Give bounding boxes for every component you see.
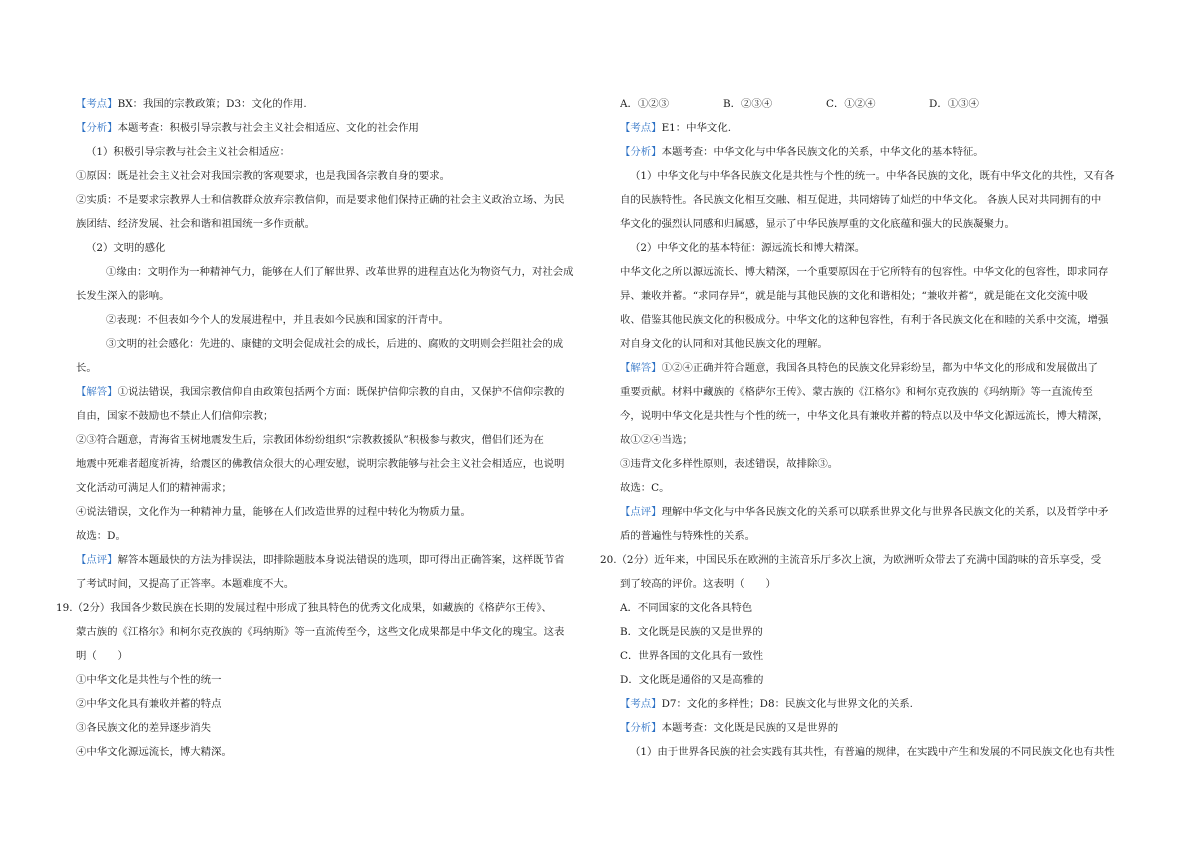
text-line	[76, 116, 582, 140]
line-text: 华文化的强烈认同感和归属感，显示了中华民族厚重的文化底蕴和强大的民族凝聚力。	[620, 218, 1015, 230]
right-column	[600, 92, 1128, 764]
line-text: 地震中死难者超度祈祷，给震区的佛教信众很大的心理安慰，说明宗教能够与社会主义社会相适应，也说明	[76, 458, 565, 470]
line-text: ②中华文化具有兼收并蓄的特点	[76, 698, 222, 710]
text-line	[76, 524, 582, 548]
text-line	[620, 356, 1128, 380]
line-text: D7：文化的多样性；D8：民族文化与世界文化的关系.	[661, 698, 913, 710]
text-line	[76, 572, 582, 596]
line-text: E1：中华文化.	[661, 122, 732, 134]
line-text: ①中华文化是共性与个性的统一	[76, 674, 222, 686]
line-text: 族团结、经济发展、社会和谐和祖国统一多作贡献。	[76, 218, 315, 230]
text-line	[620, 452, 1128, 476]
line-text: ②③符合题意，青海省玉树地震发生后，宗教团体纷纷组织“宗教救援队”积极参与救灾，僧侣们还为在	[76, 434, 544, 446]
text-line	[76, 260, 582, 284]
text-line	[620, 308, 1128, 332]
line-text: 收、借鉴其他民族文化的积极成分。中华文化的这种包容性，有利于各民族文化在和睦的关系中交流，增强	[620, 314, 1109, 326]
text-line	[620, 716, 1128, 740]
text-line	[76, 380, 582, 404]
text-line	[620, 740, 1128, 764]
line-text: ③文明的社会感化：先进的、康健的文明会促成社会的成长，后进的、腐败的文明则会拦阻社会的成	[106, 338, 564, 350]
line-text: （2）文明的感化	[86, 242, 166, 254]
text-line	[620, 212, 1128, 236]
line-text: 故选：C。	[620, 482, 670, 494]
text-line	[56, 596, 582, 620]
text-line	[620, 260, 1128, 284]
text-line	[76, 548, 582, 572]
text-line	[620, 620, 1128, 644]
q19-options	[620, 92, 1128, 116]
line-text: ①说法错误，我国宗教信仰自由政策包括两个方面：既保护信仰宗教的自由，又保护不信仰宗教的	[117, 386, 565, 398]
text-line	[76, 236, 582, 260]
text-line	[76, 452, 582, 476]
text-line	[620, 476, 1128, 500]
line-text: 异、兼收并蓄。“求同存异“，就是能与其他民族的文化和谐相处；“兼收并蓄“，就是能在文化交流中吸	[620, 290, 1089, 302]
line-text: 了考试时间，又提高了正答率。本题难度不大。	[76, 578, 295, 590]
line-text: 故①②④当选；	[620, 434, 693, 446]
line-text: （1）积极引导宗教与社会主义社会相适应：	[86, 146, 291, 158]
line-text: 本题考查：文化既是民族的又是世界的	[661, 722, 839, 734]
section-tag: 【考点】	[620, 698, 662, 710]
line-text: 自的民族特性。各民族文化相互交融、相互促进，共同熔铸了灿烂的中华文化。 各族人民对共同拥有的中	[620, 194, 1102, 206]
section-tag: 【解答】	[620, 362, 662, 374]
text-line	[620, 596, 1128, 620]
text-line	[620, 404, 1128, 428]
line-text: ③各民族文化的差异逐步消失	[76, 722, 212, 734]
text-line	[76, 140, 582, 164]
left-column	[56, 92, 582, 764]
text-line	[76, 332, 582, 356]
section-tag: 【分析】	[620, 146, 662, 158]
text-line	[620, 380, 1128, 404]
text-line	[76, 476, 582, 500]
q19-option-a: A．①②③	[620, 98, 670, 110]
text-line	[620, 572, 1128, 596]
text-line	[76, 212, 582, 236]
section-tag: 【考点】	[620, 122, 662, 134]
text-line	[76, 92, 582, 116]
text-line	[620, 332, 1128, 356]
text-line	[620, 116, 1128, 140]
section-tag: 【解答】	[76, 386, 118, 398]
line-text: 20.（2分）近年来，中国民乐在欧洲的主流音乐厅多次上演，为欧洲听众带去了充满中国韵味的音乐享受，受	[600, 554, 1102, 566]
line-text: 今，说明中华文化是共性与个性的统一，中华文化具有兼收并蓄的特点以及中华文化源远流长，博大精深，	[620, 410, 1109, 422]
section-tag: 【分析】	[76, 122, 118, 134]
text-line	[76, 284, 582, 308]
line-text: 对自身文化的认同和对其他民族文化的理解。	[620, 338, 828, 350]
q19-option-c: C．①②④	[826, 98, 876, 110]
text-line	[620, 668, 1128, 692]
line-text: 自由，国家不鼓励也不禁止人们信仰宗教；	[76, 410, 274, 422]
line-text: A．不同国家的文化各具特色	[620, 602, 753, 614]
line-text: 蒙古族的《江格尔》和柯尔克孜族的《玛纳斯》等一直流传至今，这些文化成果都是中华文化的瑰宝。这表	[76, 626, 565, 638]
text-line	[76, 308, 582, 332]
text-line	[76, 692, 582, 716]
line-text: （2）中华文化的基本特征：源远流长和博大精深。	[630, 242, 866, 254]
line-text: ④说法错误，文化作为一种精神力量，能够在人们改造世界的过程中转化为物质力量。	[76, 506, 471, 518]
line-text: B．文化既是民族的又是世界的	[620, 626, 763, 638]
line-text: （1）由于世界各民族的社会实践有其共性，有普遍的规律，在实践中产生和发展的不同民族文化也有共性	[630, 746, 1115, 758]
text-line	[620, 164, 1128, 188]
text-line	[76, 740, 582, 764]
q19-option-d: D．①③④	[929, 98, 979, 110]
text-line	[76, 356, 582, 380]
section-tag: 【点评】	[620, 506, 662, 518]
text-line	[76, 164, 582, 188]
line-text: ②表现：不但表如今个人的发展进程中，并且表如今民族和国家的汗青中。	[106, 314, 449, 326]
text-line	[620, 500, 1128, 524]
text-line	[620, 644, 1128, 668]
text-line	[76, 428, 582, 452]
q19-option-b: B．②③④	[723, 98, 773, 110]
line-text: ①原因：既是社会主义社会对我国宗教的客观要求，也是我国各宗教自身的要求。	[76, 170, 451, 182]
text-line	[76, 716, 582, 740]
section-tag: 【分析】	[620, 722, 662, 734]
text-line	[76, 404, 582, 428]
text-line	[620, 428, 1128, 452]
section-tag: 【点评】	[76, 554, 118, 566]
line-text: 文化活动可满足人们的精神需求；	[76, 482, 232, 494]
text-line	[620, 140, 1128, 164]
line-text: 长发生深入的影响。	[76, 290, 170, 302]
line-text: （1）中华文化与中华各民族文化是共性与个性的统一。中华各民族的文化，既有中华文化的共性，又有各	[630, 170, 1115, 182]
line-text: C．世界各国的文化具有一致性	[620, 650, 764, 662]
text-line	[76, 668, 582, 692]
line-text: 明（ ）	[76, 650, 128, 662]
line-text: D．文化既是通俗的又是高雅的	[620, 674, 764, 686]
line-text: 到了较高的评价。这表明（ ）	[620, 578, 776, 590]
text-line	[620, 692, 1128, 716]
line-text: ①②④正确并符合题意，我国各具特色的民族文化异彩纷呈，都为中华文化的形成和发展做出了	[661, 362, 1098, 374]
line-text: ②实质：不是要求宗教界人士和信教群众放弃宗教信仰，而是要求他们保持正确的社会主义政治立场、为民	[76, 194, 565, 206]
text-line	[620, 236, 1128, 260]
text-line	[76, 620, 582, 644]
text-line	[76, 644, 582, 668]
text-line	[76, 500, 582, 524]
text-line	[76, 188, 582, 212]
line-text: 本题考查：积极引导宗教与社会主义社会相适应、文化的社会作用	[117, 122, 419, 134]
line-text: 理解中华文化与中华各民族文化的关系可以联系世界文化与世界各民族文化的关系，以及哲学中矛	[661, 506, 1109, 518]
line-text: 解答本题最快的方法为排误法，即排除题肢本身说法错误的选项，即可得出正确答案，这样既节省	[117, 554, 565, 566]
line-text: ④中华文化源远流长，博大精深。	[76, 746, 232, 758]
line-text: 19.（2分）我国各少数民族在长期的发展过程中形成了独具特色的优秀文化成果，如藏族的《格萨尔王传》、	[56, 602, 552, 614]
line-text: 盾的普遍性与特殊性的关系。	[620, 530, 756, 542]
line-text: BX：我国的宗教政策；D3：文化的作用.	[117, 98, 307, 110]
line-text: 重要贡献。材料中藏族的《格萨尔王传》、蒙古族的《江格尔》和柯尔克孜族的《玛纳斯》等一直流传至	[620, 386, 1093, 398]
section-tag: 【考点】	[76, 98, 118, 110]
line-text: 中华文化之所以源远流长、博大精深，一个重要原因在于它所特有的包容性。中华文化的包容性，即求同存	[620, 266, 1109, 278]
line-text: 长。	[76, 362, 97, 374]
text-line	[620, 284, 1128, 308]
text-line	[600, 548, 1128, 572]
line-text: ③违背文化多样性原则，表述错误，故排除③。	[620, 458, 839, 470]
text-line	[620, 524, 1128, 548]
text-line	[620, 188, 1128, 212]
line-text: 故选：D。	[76, 530, 126, 542]
line-text: 本题考查：中华文化与中华各民族文化的关系，中华文化的基本特征。	[661, 146, 984, 158]
line-text: ①缘由：文明作为一种精神气力，能够在人们了解世界、改革世界的进程直达化为物资气力，对社会成	[106, 266, 574, 278]
